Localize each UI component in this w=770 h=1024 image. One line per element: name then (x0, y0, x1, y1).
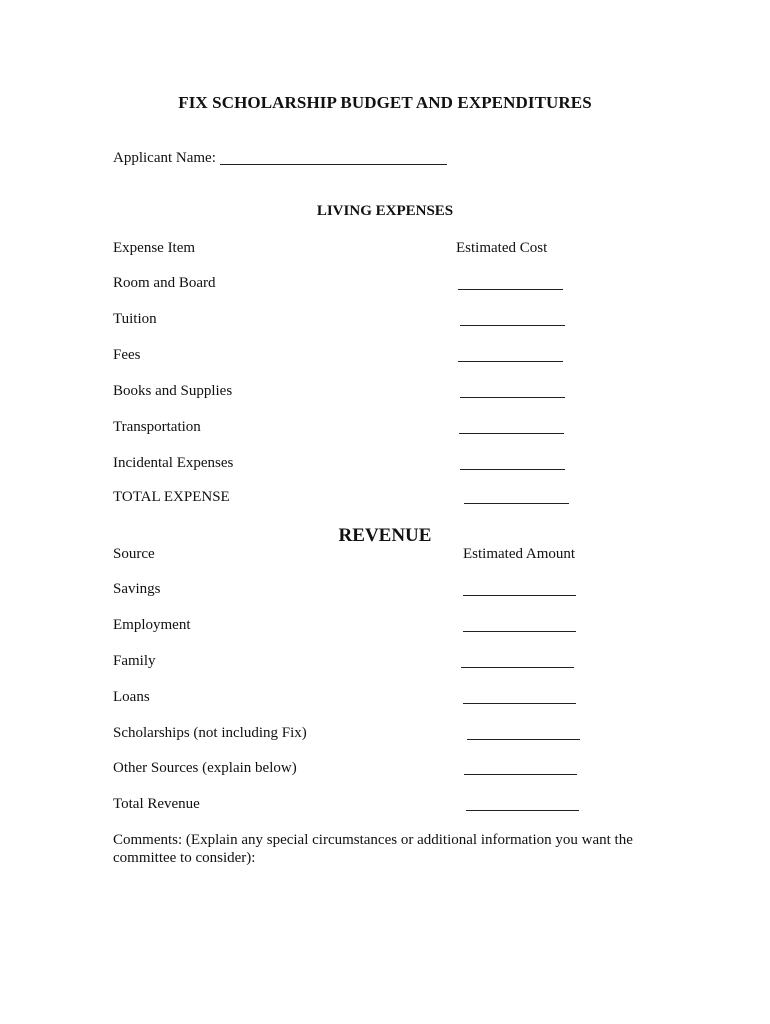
revenue-amount-field[interactable] (463, 595, 576, 596)
revenue-row-label: Savings (113, 581, 161, 597)
estimated-amount-column-header: Estimated Amount (463, 546, 576, 562)
total-revenue-label: Total Revenue (113, 796, 200, 812)
total-revenue-field[interactable] (466, 810, 579, 811)
expense-cost-field[interactable] (458, 361, 563, 362)
expense-row-label: Books and Supplies (113, 383, 233, 399)
expense-cost-field[interactable] (459, 433, 564, 434)
expense-cost-field[interactable] (460, 397, 565, 398)
estimated-cost-column-header: Estimated Cost (456, 240, 548, 256)
comments-prompt: Comments: (Explain any special circumstances or additional information you want the committee to consider): (113, 832, 633, 866)
revenue-row-label: Loans (113, 689, 150, 705)
applicant-name-field[interactable] (220, 164, 447, 165)
expense-row-label: Room and Board (113, 275, 216, 291)
living-expenses-heading: LIVING EXPENSES (316, 203, 454, 219)
document-title: FIX SCHOLARSHIP BUDGET AND EXPENDITURES (178, 93, 592, 112)
revenue-amount-field[interactable] (467, 739, 580, 740)
revenue-heading: REVENUE (338, 525, 432, 546)
revenue-row-label: Employment (113, 617, 191, 633)
expense-row-label: Incidental Expenses (113, 455, 234, 471)
revenue-amount-field[interactable] (461, 667, 574, 668)
revenue-row-label: Other Sources (explain below) (113, 760, 297, 776)
revenue-row-label: Scholarships (not including Fix) (113, 725, 307, 741)
revenue-row-label: Family (113, 653, 156, 669)
revenue-amount-field[interactable] (463, 631, 576, 632)
revenue-amount-field[interactable] (464, 774, 577, 775)
expense-row-label: Transportation (113, 419, 201, 435)
expense-cost-field[interactable] (460, 325, 565, 326)
total-expense-field[interactable] (464, 503, 569, 504)
applicant-name-label: Applicant Name: (113, 150, 216, 166)
source-column-header: Source (113, 546, 155, 562)
total-expense-label: TOTAL EXPENSE (113, 489, 230, 505)
revenue-amount-field[interactable] (463, 703, 576, 704)
expense-item-column-header: Expense Item (113, 240, 196, 256)
expense-cost-field[interactable] (460, 469, 565, 470)
expense-row-label: Fees (113, 347, 141, 363)
expense-row-label: Tuition (113, 311, 157, 327)
expense-cost-field[interactable] (458, 289, 563, 290)
